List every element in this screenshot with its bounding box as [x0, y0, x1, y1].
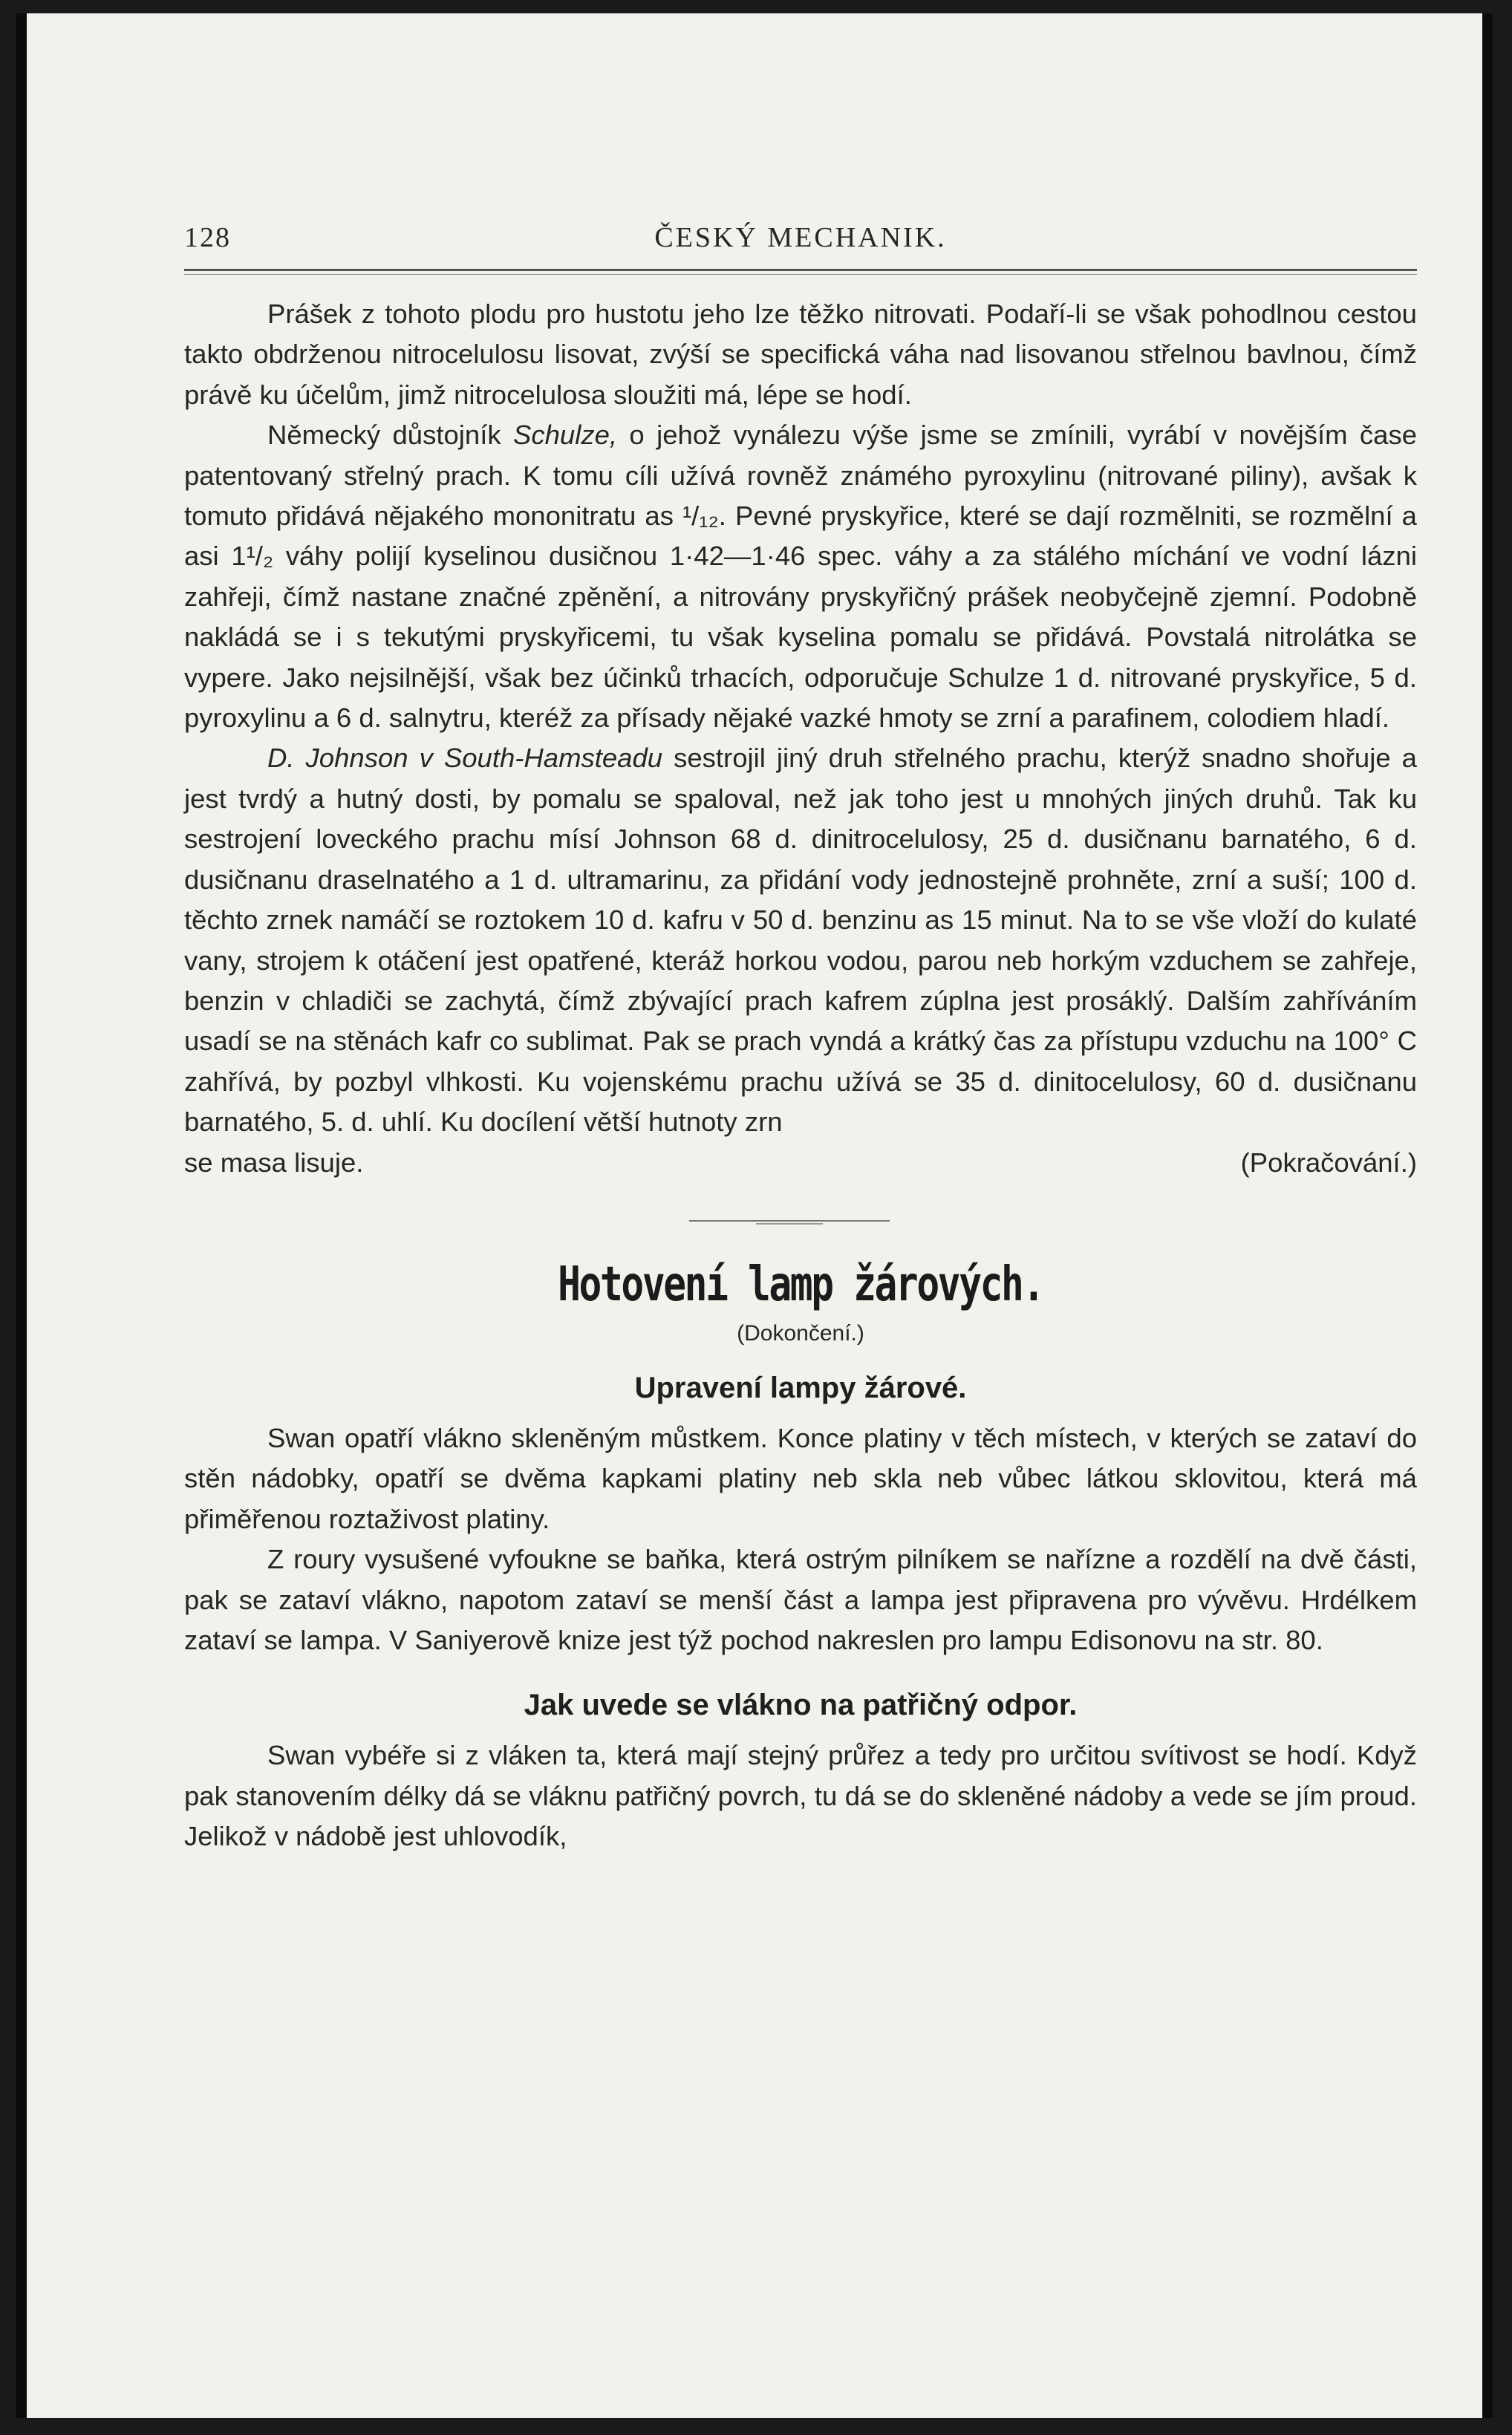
fraction: ¹/₁₂.	[682, 501, 726, 532]
person-name: D. Johnson v South-Hamsteadu	[267, 743, 663, 774]
page-number: 128	[184, 222, 231, 253]
separator-rule-accent	[756, 1223, 823, 1225]
text-run: Německý důstojník	[267, 420, 501, 451]
text-run: se masa lisuje.	[184, 1147, 364, 1178]
running-head	[184, 221, 1417, 264]
page-content	[184, 221, 1417, 1857]
page-edge-right	[1482, 13, 1493, 2418]
closing-line	[184, 1143, 1417, 1183]
text-run: sestrojil jiný druh střelného prachu, kterýž snadno shořuje a jest tvrdý a hutný dosti, by pomalu se spaloval, než jak toho jest u mnohých jiných druhů. Tak ku sestrojení loveckého prachu mísí Johnson 68 d. dinitrocelulosy, 25 d. dusičnanu barnatého, 6 d. dusičnanu draselnatého a 1 d. ultramarinu, za přidání vody jednostejně prohněte, zrní a suší; 100 d. těchto zrnek namáčí se roztokem 10 d. kafru v 50 d. benzinu as 15 minut. Na to se vše vloží do kulaté vany, strojem k otáčení jest opatřené, kteráž horkou vodou, parou neb horkým vzduchem se zahřeje, benzin v chladiči se zachytá, čímž zbývající prach kafrem zúplna jest prosáklý. Dalším zahříváním usadí se na stěnách kafr co sublimat. Pak se prach vyndá a krátký čas za přístupu vzduchu na 100° C zahřívá, by pozbyl vlhkosti. Ku vojenskému prachu užívá se 35 d. dinitocelulosy, 60 d. dusičnanu barnatého, 5. d. uhlí. Ku docílení větší hutnoty zrn	[184, 743, 1417, 1138]
separator-rule	[689, 1220, 890, 1222]
paragraph: Prášek z tohoto plodu pro hustotu jeho lze těžko nitrovati. Podaří-li se však pohodlnou cestou takto obdrženou nitrocelulosu lisovat, zvýší se specifická váha nad lisovanou střelnou bavlnou, čímž právě ku účelům, jimž nitrocelulosa sloužiti má, lépe se hodí.	[184, 299, 1417, 410]
paragraph: Swan opatří vlákno skleněným můstkem. Konce platiny v těch místech, v kterých se zataví do stěn nádobky, opatří se dvěma kapkami platiny neb skla neb vůbec látkou sklovitou, která má přiměřenou roztaživost platiny.	[184, 1422, 1417, 1534]
paragraph: Z roury vysušené vyfoukne se baňka, která ostrým pilníkem se nařízne a rozdělí na dvě části, pak se zataví vlákno, napotom zataví se menší část a lampa jest připravena pro vývěvu. Hrdélkem zataví se lampa. V Saniyerově knize jest týž pochod nakreslen pro lampu Edisonovu na str. 80.	[184, 1544, 1417, 1655]
paragraph-schulze	[184, 415, 1417, 738]
fraction: 1¹/₂	[231, 541, 274, 572]
section-separator	[184, 1183, 1417, 1250]
continued-note: (Dokončení.)	[737, 1320, 864, 1346]
section-heading: Jak uvede se vlákno na patřičný odpor.	[524, 1689, 1078, 1722]
text-run: o jehož vynálezu výše jsme se zmínili, vyrábí v novějším čase patentovaný střelný prach.	[184, 420, 1418, 491]
section-heading: Upravení lampy žárové.	[634, 1371, 967, 1404]
continuation-note: (Pokračování.)	[1240, 1147, 1417, 1178]
journal-title: ČESKÝ MECHANIK.	[654, 222, 947, 253]
text-run: Pevné pryskyřice, které se dají rozmělniti, se rozmělní a asi	[184, 501, 1417, 572]
header-rule	[184, 269, 1417, 271]
text-run: K tomu cíli užívá rovněž známého pyroxylinu (nitrované piliny), avšak k tomuto přidává nějakého mononitratu as	[184, 460, 1417, 532]
person-name: Schulze,	[513, 420, 618, 451]
header-rule-thin	[184, 274, 1417, 275]
page-edge-left	[16, 13, 27, 2418]
article-title: Hotovení lamp žárových.	[558, 1256, 1043, 1312]
paragraph: Swan vybéře si z vláken ta, která mají stejný průřez a tedy pro určitou svítivost se hodí. Když pak stanovením délky dá se vláknu patřičný povrch, tu dá se do skleněné nádoby a vede se jím proud. Jelikož v nádobě jest uhlovodík,	[184, 1740, 1417, 1852]
paragraph-johnson	[184, 738, 1417, 1142]
text-run: váhy polijí kyselinou dusičnou 1·42—1·46 spec. váhy a za stálého míchání ve vodní lázni zahřeji, čímž nastane značné zpěnění, a nitrovány pryskyřičný prášek neobyčejně zjemní. Podobně nakládá se i s tekutými pryskyřicemi, tu však kyselina pomalu se přidává. Povstalá nitrolátka se vypere. Jako nejsilnější, však bez účinků trhacích, odporučuje Schulze 1 d. nitrované pryskyřice, 5 d. pyroxylinu a 6 d. salnytru, kteréž za přísady nějaké vazké hmoty se zrní a parafinem, colodiem hladí.	[184, 541, 1417, 734]
